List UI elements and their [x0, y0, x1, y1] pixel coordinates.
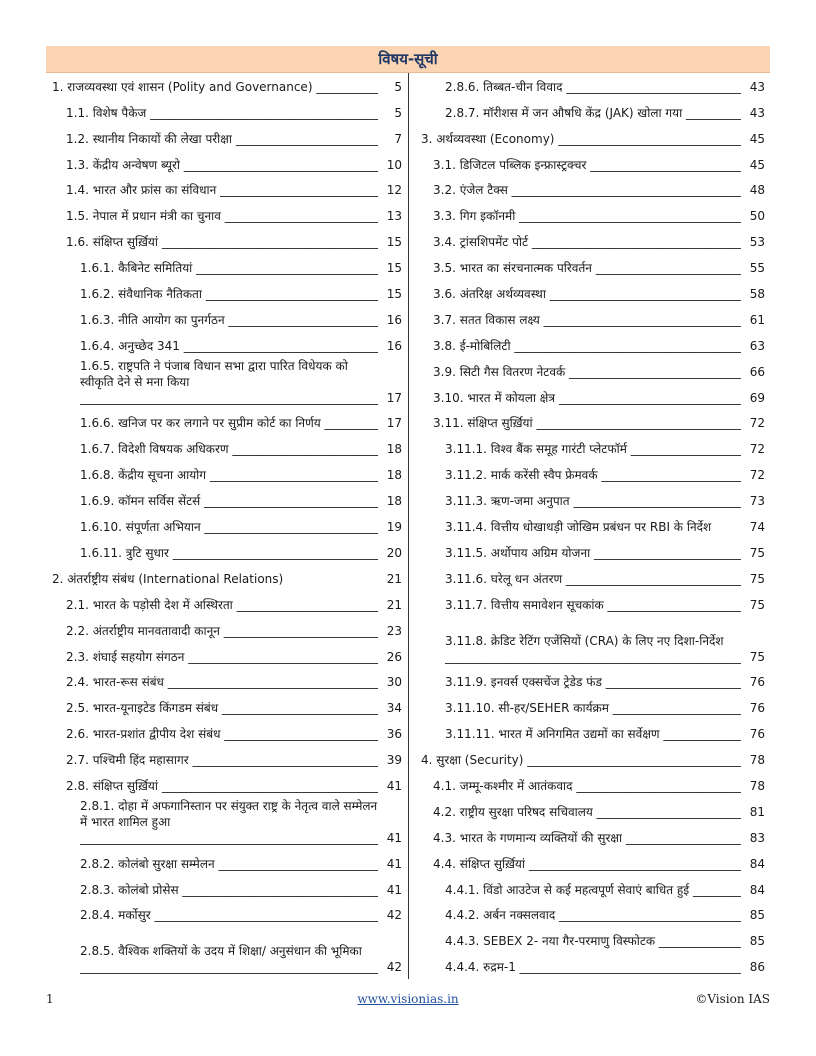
toc-right-column [409, 73, 771, 979]
toc-entry-page: 13 [386, 209, 402, 224]
toc-entry-title: 3.11.8. क्रेडिट रेटिंग एजेंसियों (CRA) के लिए नए दिशा-निर्देश _____ [445, 633, 741, 669]
toc-entry-title: 1.6.10. संपूर्णता अभियान _____ [80, 519, 378, 539]
toc-entry-page: 76 [749, 727, 765, 742]
toc-entry-title: 3.11.2. मार्क करेंसी स्वैप फ्रेमवर्क _____ [445, 467, 741, 487]
toc-entry-page: 50 [749, 209, 765, 224]
toc-entry[interactable] [46, 669, 408, 695]
toc-entry-page: 15 [386, 235, 402, 250]
toc-entry-title: 3.8. ई-मोबिलिटी _____ [433, 338, 741, 358]
toc-entry-page: 74 [749, 520, 765, 535]
toc-entry[interactable] [46, 435, 408, 461]
toc-entry-title: 2.8.7. मॉरीशस में जन औषधि केंद्र (JAK) खोला गया _____ [445, 105, 741, 125]
toc-entry-title: 3.11.7. वित्तीय समावेशन सूचकांक _____ [445, 597, 741, 617]
toc-entry-page: 16 [386, 338, 402, 353]
toc-entry[interactable] [46, 487, 408, 513]
toc-entry[interactable] [46, 228, 408, 254]
toc-left-column [46, 73, 409, 979]
toc-entry-page: 7 [394, 131, 402, 146]
toc-entry-title: 2.3. शंघाई सहयोग संगठन _____ [66, 649, 378, 669]
toc-entry-title: 3.11.3. ऋण-जमा अनुपात _____ [445, 493, 741, 513]
toc-entry-title: 3.11.11. भारत में अनिगमित उद्यमों का सर्वेक्षण _____ [445, 726, 741, 746]
toc-entry-page: 84 [749, 856, 765, 871]
toc-entry[interactable] [409, 720, 771, 746]
toc-entry[interactable] [46, 202, 408, 228]
toc-entry[interactable] [409, 332, 771, 358]
toc-entry-title: 1.6.2. संवैधानिक नैतिकता _____ [80, 286, 378, 306]
toc-entry-page: 17 [386, 390, 402, 405]
toc-entry-title: 3.11.1. विश्व बैंक समूह गारंटी प्लेटफॉर्म _____ [445, 441, 741, 461]
toc-entry-title: 4.4.3. SEBEX 2- नया गैर-परमाणु विस्फोटक _____ [445, 933, 741, 953]
toc-entry-page: 45 [749, 157, 765, 172]
toc-entry-page: 45 [749, 131, 765, 146]
toc-entry[interactable] [46, 798, 408, 850]
toc-entry[interactable] [409, 254, 771, 280]
toc-entry[interactable] [46, 358, 408, 410]
toc-entry[interactable] [46, 643, 408, 669]
toc-entry-title: 3.11.10. सी-हर/SEHER कार्यक्रम _____ [445, 700, 741, 720]
toc-entry-page: 23 [386, 623, 402, 638]
toc-entry-title: 1.6.6. खनिज पर कर लगाने पर सुप्रीम कोर्ट का निर्णय _____ [80, 415, 378, 435]
toc-entry-page: 61 [749, 312, 765, 327]
toc-entry-title: 2.8.1. दोहा में अफगानिस्तान पर संयुक्त राष्ट्र के नेतृत्व वाले सम्मेलन में भारत शामिल हुआ _____ [80, 798, 378, 850]
toc-entry[interactable] [46, 539, 408, 565]
toc-entry-page: 78 [749, 778, 765, 793]
toc-entry-title: 2.4. भारत-रूस संबंध _____ [66, 674, 378, 694]
toc-entry-title: 3.11. संक्षिप्त सुर्ख़ियां _____ [433, 415, 741, 435]
toc-entry[interactable] [46, 73, 408, 99]
toc-entry[interactable] [46, 876, 408, 902]
toc-entry-title: 1.4. भारत और फ्रांस का संविधान _____ [66, 182, 378, 202]
toc-entry-title: 3.11.5. अर्थोपाय अग्रिम योजना _____ [445, 545, 741, 565]
toc-entry[interactable] [46, 151, 408, 177]
toc-entry-title: 2. अंतर्राष्ट्रीय संबंध (International Relations) [52, 571, 284, 586]
toc-entry-title: 2.8.6. तिब्बत-चीन विवाद _____ [445, 79, 741, 99]
toc-entry-title: 4.1. जम्मू-कश्मीर में आतंकवाद _____ [433, 778, 741, 798]
toc-entry-page: 84 [749, 882, 765, 897]
toc-entry-title: 4.4.1. विंडो आउटेज से कई महत्वपूर्ण सेवाएं बाधित हुई _____ [445, 882, 741, 902]
toc-entry-page: 42 [386, 960, 402, 975]
toc-entry-page: 21 [386, 597, 402, 612]
toc-entry-title: 2.8.4. मर्कोसुर _____ [80, 907, 378, 927]
toc-entry[interactable] [46, 461, 408, 487]
toc-entry-title: 1.1. विशेष पैकेज _____ [66, 105, 378, 125]
toc-entry[interactable] [409, 850, 771, 876]
toc-entry-title: 2.8.5. वैश्विक शक्तियों के उदय में शिक्षा/ अनुसंधान की भूमिका _____ [80, 943, 378, 979]
toc-entry-page: 83 [749, 830, 765, 845]
toc-entry[interactable] [409, 902, 771, 928]
toc-entry-title: 1.6.3. नीति आयोग का पुनर्गठन _____ [80, 312, 378, 332]
toc-entry-title: 4.4.2. अर्बन नक्सलवाद _____ [445, 907, 741, 927]
toc-entry-page: 53 [749, 235, 765, 250]
toc-entry[interactable] [409, 513, 771, 539]
toc-entry-page: 73 [749, 494, 765, 509]
toc-entry[interactable] [46, 99, 408, 125]
toc-entry-title: 3.10. भारत में कोयला क्षेत्र _____ [433, 390, 741, 410]
toc-entry[interactable] [46, 850, 408, 876]
toc-entry-page: 75 [749, 545, 765, 560]
toc-entry[interactable] [409, 694, 771, 720]
toc-entry-title: 4.4.4. रुद्रम-1 _____ [445, 959, 741, 979]
toc-entry[interactable] [409, 384, 771, 410]
toc-entry-title: 3.4. ट्रांसशिपमेंट पोर्ट _____ [433, 234, 741, 254]
toc-entry-page: 15 [386, 287, 402, 302]
toc-entry-page: 76 [749, 701, 765, 716]
toc-entry[interactable] [46, 254, 408, 280]
toc-entry-page: 26 [386, 649, 402, 664]
toc-entry-page: 48 [749, 183, 765, 198]
page-footer [46, 992, 770, 1010]
toc-entry-title: 3.3. गिग इकॉनमी _____ [433, 208, 741, 228]
toc-entry-title: 1.6.4. अनुच्छेद 341 _____ [80, 338, 378, 358]
toc-entry[interactable] [409, 487, 771, 513]
toc-entry[interactable] [409, 125, 771, 151]
toc-title: विषय-सूची [46, 46, 770, 73]
toc-entry-page: 34 [386, 701, 402, 716]
toc-entry-title: 4.2. राष्ट्रीय सुरक्षा परिषद सचिवालय _____ [433, 804, 741, 824]
toc-entry-page: 21 [386, 571, 402, 586]
toc-entry[interactable] [46, 591, 408, 617]
toc-entry-page: 41 [386, 856, 402, 871]
toc-entry-page: 55 [749, 261, 765, 276]
toc-entry-title: 3.9. सिटी गैस वितरण नेटवर्क _____ [433, 364, 741, 384]
toc-entry-title: 1.5. नेपाल में प्रधान मंत्री का चुनाव _____ [66, 208, 378, 228]
toc-entry[interactable] [46, 927, 408, 979]
toc-entry-title: 4.3. भारत के गणमान्य व्यक्तियों की सुरक्षा _____ [433, 830, 741, 850]
toc-entry[interactable] [409, 591, 771, 617]
toc-entry[interactable] [46, 513, 408, 539]
toc-entry-title: 3.11.9. इनवर्स एक्सचेंज ट्रेडेड फंड _____ [445, 674, 741, 694]
toc-page [46, 46, 770, 979]
toc-entry[interactable] [409, 876, 771, 902]
footer-page-number: 1 [46, 992, 54, 1006]
toc-entry-title: 1.2. स्थानीय निकायों की लेखा परीक्षा _____ [66, 131, 378, 151]
toc-entry[interactable] [409, 358, 771, 384]
toc-entry-page: 72 [749, 416, 765, 431]
toc-entry[interactable] [46, 746, 408, 772]
toc-entry[interactable] [409, 306, 771, 332]
toc-entry-page: 12 [386, 183, 402, 198]
toc-entry-page: 36 [386, 727, 402, 742]
toc-entry[interactable] [409, 410, 771, 436]
toc-entry-page: 18 [386, 468, 402, 483]
toc-entry[interactable] [46, 617, 408, 643]
toc-entry-title: 3.1. डिजिटल पब्लिक इन्फ्रास्ट्रक्चर _____ [433, 157, 741, 177]
toc-entry-page: 63 [749, 338, 765, 353]
toc-entry-title: 3.5. भारत का संरचनात्मक परिवर्तन _____ [433, 260, 741, 280]
toc-entry-title: 1.6.1. कैबिनेट समितियां _____ [80, 260, 378, 280]
toc-entry-page: 41 [386, 778, 402, 793]
toc-entry-page: 75 [749, 571, 765, 586]
toc-entry[interactable] [409, 228, 771, 254]
toc-entry-title: 4.4. संक्षिप्त सुर्ख़ियां _____ [433, 856, 741, 876]
toc-entry-title: 2.2. अंतर्राष्ट्रीय मानवतावादी कानून _____ [66, 623, 378, 643]
toc-entry[interactable] [409, 669, 771, 695]
toc-entry-page: 85 [749, 934, 765, 949]
toc-entry-title: 2.8.3. कोलंबो प्रोसेस _____ [80, 882, 378, 902]
toc-entry[interactable] [409, 73, 771, 99]
toc-entry-page: 30 [386, 675, 402, 690]
toc-entry-title: 1.6. संक्षिप्त सुर्ख़ियां _____ [66, 234, 378, 254]
toc-entry-title: 2.8. संक्षिप्त सुर्ख़ियां _____ [66, 778, 378, 798]
toc-entry[interactable] [409, 280, 771, 306]
toc-entry-title: 1.3. केंद्रीय अन्वेषण ब्यूरो _____ [66, 157, 378, 177]
toc-entry-page: 10 [386, 157, 402, 172]
toc-entry[interactable] [409, 953, 771, 979]
toc-entry-page: 81 [749, 804, 765, 819]
toc-entry-title: 2.8.2. कोलंबो सुरक्षा सम्मेलन _____ [80, 856, 378, 876]
toc-entry[interactable] [46, 410, 408, 436]
toc-entry[interactable] [409, 151, 771, 177]
toc-entry[interactable] [46, 694, 408, 720]
toc-entry[interactable] [46, 772, 408, 798]
toc-entry-page: 18 [386, 494, 402, 509]
toc-entry[interactable] [409, 746, 771, 772]
footer-website-link[interactable]: www.visionias.in [357, 992, 459, 1006]
toc-entry-page: 16 [386, 312, 402, 327]
toc-entry[interactable] [409, 177, 771, 203]
toc-entry-page: 17 [386, 416, 402, 431]
toc-entry-page: 76 [749, 675, 765, 690]
toc-columns [46, 73, 770, 979]
toc-entry-page: 85 [749, 908, 765, 923]
toc-entry[interactable] [46, 720, 408, 746]
footer-copyright: ©Vision IAS [695, 992, 770, 1006]
toc-entry-title: 1.6.11. त्रुटि सुधार _____ [80, 545, 378, 565]
toc-entry[interactable] [409, 435, 771, 461]
toc-entry-title: 3.11.4. वित्तीय धोखाधड़ी जोखिम प्रबंधन पर RBI के निर्देश [445, 520, 712, 535]
toc-entry-title: 3.11.6. घरेलू धन अंतरण _____ [445, 571, 741, 591]
toc-entry-title: 2.6. भारत-प्रशांत द्वीपीय देश संबंध _____ [66, 726, 378, 746]
toc-entry-title: 2.7. पश्चिमी हिंद महासागर _____ [66, 752, 378, 772]
toc-entry-page: 5 [394, 105, 402, 120]
toc-entry-title: 1.6.7. विदेशी विषयक अधिकरण _____ [80, 441, 378, 461]
toc-entry[interactable] [409, 99, 771, 125]
toc-entry[interactable] [409, 539, 771, 565]
toc-entry[interactable] [409, 461, 771, 487]
toc-entry[interactable] [46, 902, 408, 928]
toc-entry[interactable] [409, 798, 771, 824]
toc-entry-page: 18 [386, 442, 402, 457]
toc-entry-page: 72 [749, 442, 765, 457]
toc-entry[interactable] [46, 280, 408, 306]
toc-entry[interactable] [409, 927, 771, 953]
toc-entry-page: 39 [386, 753, 402, 768]
toc-entry-title: 3.7. सतत विकास लक्ष्य _____ [433, 312, 741, 332]
toc-entry-page: 66 [749, 364, 765, 379]
toc-entry-page: 19 [386, 520, 402, 535]
toc-entry-page: 42 [386, 908, 402, 923]
toc-entry-page: 58 [749, 287, 765, 302]
toc-entry-page: 41 [386, 882, 402, 897]
toc-entry-title: 3.6. अंतरिक्ष अर्थव्यवस्था _____ [433, 286, 741, 306]
toc-entry-page: 75 [749, 649, 765, 664]
toc-entry-title: 2.5. भारत-यूनाइटेड किंगडम संबंध _____ [66, 700, 378, 720]
toc-entry-title: 1.6.5. राष्ट्रपति ने पंजाब विधान सभा द्वारा पारित विधेयक को स्वीकृति देने से मना किया _____ [80, 358, 378, 410]
toc-entry-page: 43 [749, 79, 765, 94]
toc-entry-page: 69 [749, 390, 765, 405]
toc-entry[interactable] [409, 772, 771, 798]
toc-entry-page: 75 [749, 597, 765, 612]
toc-entry-title: 3. अर्थव्यवस्था (Economy) _____ [421, 131, 741, 151]
toc-entry[interactable] [46, 565, 408, 591]
toc-entry-page: 43 [749, 105, 765, 120]
toc-entry-title: 1. राजव्यवस्था एवं शासन (Polity and Governance) _____ [52, 79, 378, 99]
toc-entry-page: 20 [386, 545, 402, 560]
toc-entry-page: 15 [386, 261, 402, 276]
toc-entry-page: 72 [749, 468, 765, 483]
toc-entry-title: 1.6.9. कॉमन सर्विस सेंटर्स _____ [80, 493, 378, 513]
toc-entry[interactable] [409, 202, 771, 228]
toc-entry[interactable] [409, 617, 771, 669]
toc-entry-page: 5 [394, 79, 402, 94]
toc-entry-title: 4. सुरक्षा (Security) _____ [421, 752, 741, 772]
toc-entry-title: 1.6.8. केंद्रीय सूचना आयोग _____ [80, 467, 378, 487]
toc-entry-page: 78 [749, 753, 765, 768]
toc-entry-page: 86 [749, 960, 765, 975]
toc-entry-page: 41 [386, 830, 402, 845]
toc-entry[interactable] [409, 565, 771, 591]
toc-entry[interactable] [46, 332, 408, 358]
toc-entry[interactable] [409, 824, 771, 850]
toc-entry-title: 2.1. भारत के पड़ोसी देश में अस्थिरता _____ [66, 597, 378, 617]
toc-entry[interactable] [46, 125, 408, 151]
toc-entry[interactable] [46, 306, 408, 332]
toc-entry[interactable] [46, 177, 408, 203]
toc-entry-title: 3.2. एंजेल टैक्स _____ [433, 182, 741, 202]
